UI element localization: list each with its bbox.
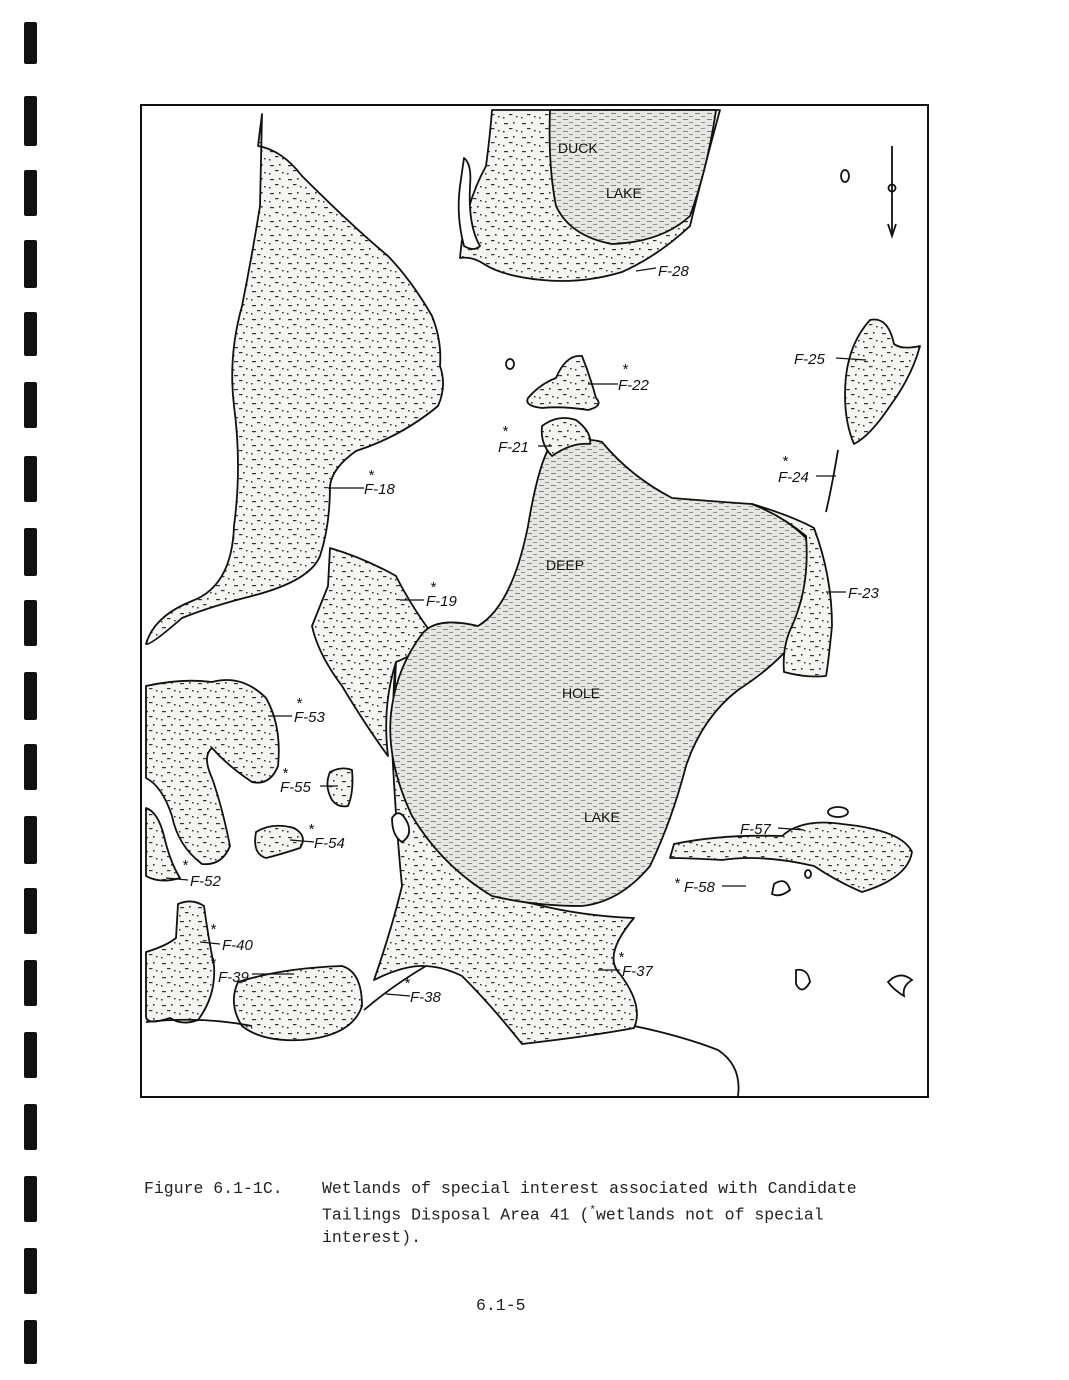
wetland-label-f52: F-52	[190, 873, 221, 890]
wetland-area-f40	[146, 901, 214, 1022]
pond	[796, 970, 810, 990]
wetland-label-f18: F-18	[364, 481, 395, 498]
duck-lake-label-1: DUCK	[558, 140, 598, 156]
pond	[828, 807, 848, 817]
asterisk-f55: *	[282, 765, 288, 782]
binding-mark	[24, 22, 37, 64]
wetland-label-f40: F-40	[222, 937, 253, 954]
wetland-label-f54: F-54	[314, 835, 345, 852]
asterisk-f52: *	[182, 857, 188, 874]
binding-mark	[24, 240, 37, 288]
wetland-label-f25: F-25	[794, 351, 825, 368]
asterisk-f40: *	[210, 921, 216, 938]
binding-mark	[24, 888, 37, 934]
wetland-area-f39	[234, 966, 362, 1040]
binding-mark	[24, 744, 37, 790]
binding-mark	[24, 672, 37, 720]
binding-mark	[24, 1320, 37, 1364]
asterisk-f21: *	[502, 423, 508, 440]
pond	[888, 975, 912, 996]
binding-mark	[24, 1248, 37, 1294]
deep-hole-lake-label-3: LAKE	[584, 809, 620, 825]
binding-mark	[24, 96, 37, 146]
wetland-label-f39: F-39	[218, 969, 249, 986]
stream	[634, 1026, 739, 1096]
binding-mark	[24, 960, 37, 1006]
asterisk-f39: *	[210, 955, 216, 972]
pond	[841, 170, 849, 182]
wetland-label-f38: F-38	[410, 989, 441, 1006]
wetland-area-f22	[527, 356, 598, 410]
wetland-label-f37: F-37	[622, 963, 653, 980]
wetland-label-f28: F-28	[658, 263, 689, 280]
map-canvas	[142, 106, 929, 1098]
asterisk-f24: *	[782, 453, 788, 470]
asterisk-f58: *	[674, 875, 680, 892]
caption-asterisk: *	[589, 1205, 596, 1217]
binding-mark	[24, 1032, 37, 1078]
binding-mark	[24, 456, 37, 502]
wetland-label-f22: F-22	[618, 377, 649, 394]
duck-lake-label-2: LAKE	[606, 185, 642, 201]
wetland-label-f55: F-55	[280, 779, 311, 796]
binding-mark	[24, 816, 37, 864]
binding-mark	[24, 528, 37, 576]
deep-hole-lake-label-2: HOLE	[562, 685, 601, 701]
asterisk-f19: *	[430, 579, 436, 596]
asterisk-f54: *	[308, 821, 314, 838]
asterisk-f37: *	[618, 949, 624, 966]
wetland-map	[140, 104, 929, 1098]
north-arrow	[888, 146, 896, 236]
wetland-label-f58: F-58	[684, 879, 715, 896]
pond	[772, 881, 790, 895]
asterisk-f38: *	[404, 975, 410, 992]
asterisk-f18: *	[368, 467, 374, 484]
binding-mark	[24, 1104, 37, 1150]
caption-text-a: Wetlands of special interest associated with Candidate Tailings Disposal Area 41 (	[322, 1179, 857, 1225]
caption-text-b: wetlands not of special interest).	[322, 1205, 824, 1247]
wetland-label-f23: F-23	[848, 585, 879, 602]
wetland-label-f24: F-24	[778, 469, 809, 486]
deep-hole-lake-label-1: DEEP	[546, 557, 585, 573]
page-number: 6.1-5	[476, 1296, 526, 1315]
stream	[146, 1020, 252, 1026]
binding-mark	[24, 600, 37, 646]
binding-mark	[24, 382, 37, 428]
wetland-label-f57: F-57	[740, 821, 771, 838]
wetland-area-f18	[146, 114, 443, 644]
pond	[506, 359, 514, 369]
binding-mark	[24, 170, 37, 216]
wetland-label-f53: F-53	[294, 709, 325, 726]
stream	[826, 450, 838, 512]
asterisk-f53: *	[296, 695, 302, 712]
figure-caption	[322, 1178, 932, 1249]
binding-mark	[24, 312, 37, 356]
wetland-label-f19: F-19	[426, 593, 457, 610]
wetland-area-f25	[845, 320, 920, 445]
pond	[805, 870, 811, 878]
wetland-label-f21: F-21	[498, 439, 529, 456]
leader-f38	[386, 994, 410, 996]
asterisk-f22: *	[622, 361, 628, 378]
wetland-area-f54	[255, 826, 303, 858]
binding-mark	[24, 1176, 37, 1222]
wetland-area-f55	[327, 768, 352, 806]
figure-number: Figure 6.1-1C.	[144, 1179, 283, 1198]
leader-f28	[636, 268, 656, 271]
